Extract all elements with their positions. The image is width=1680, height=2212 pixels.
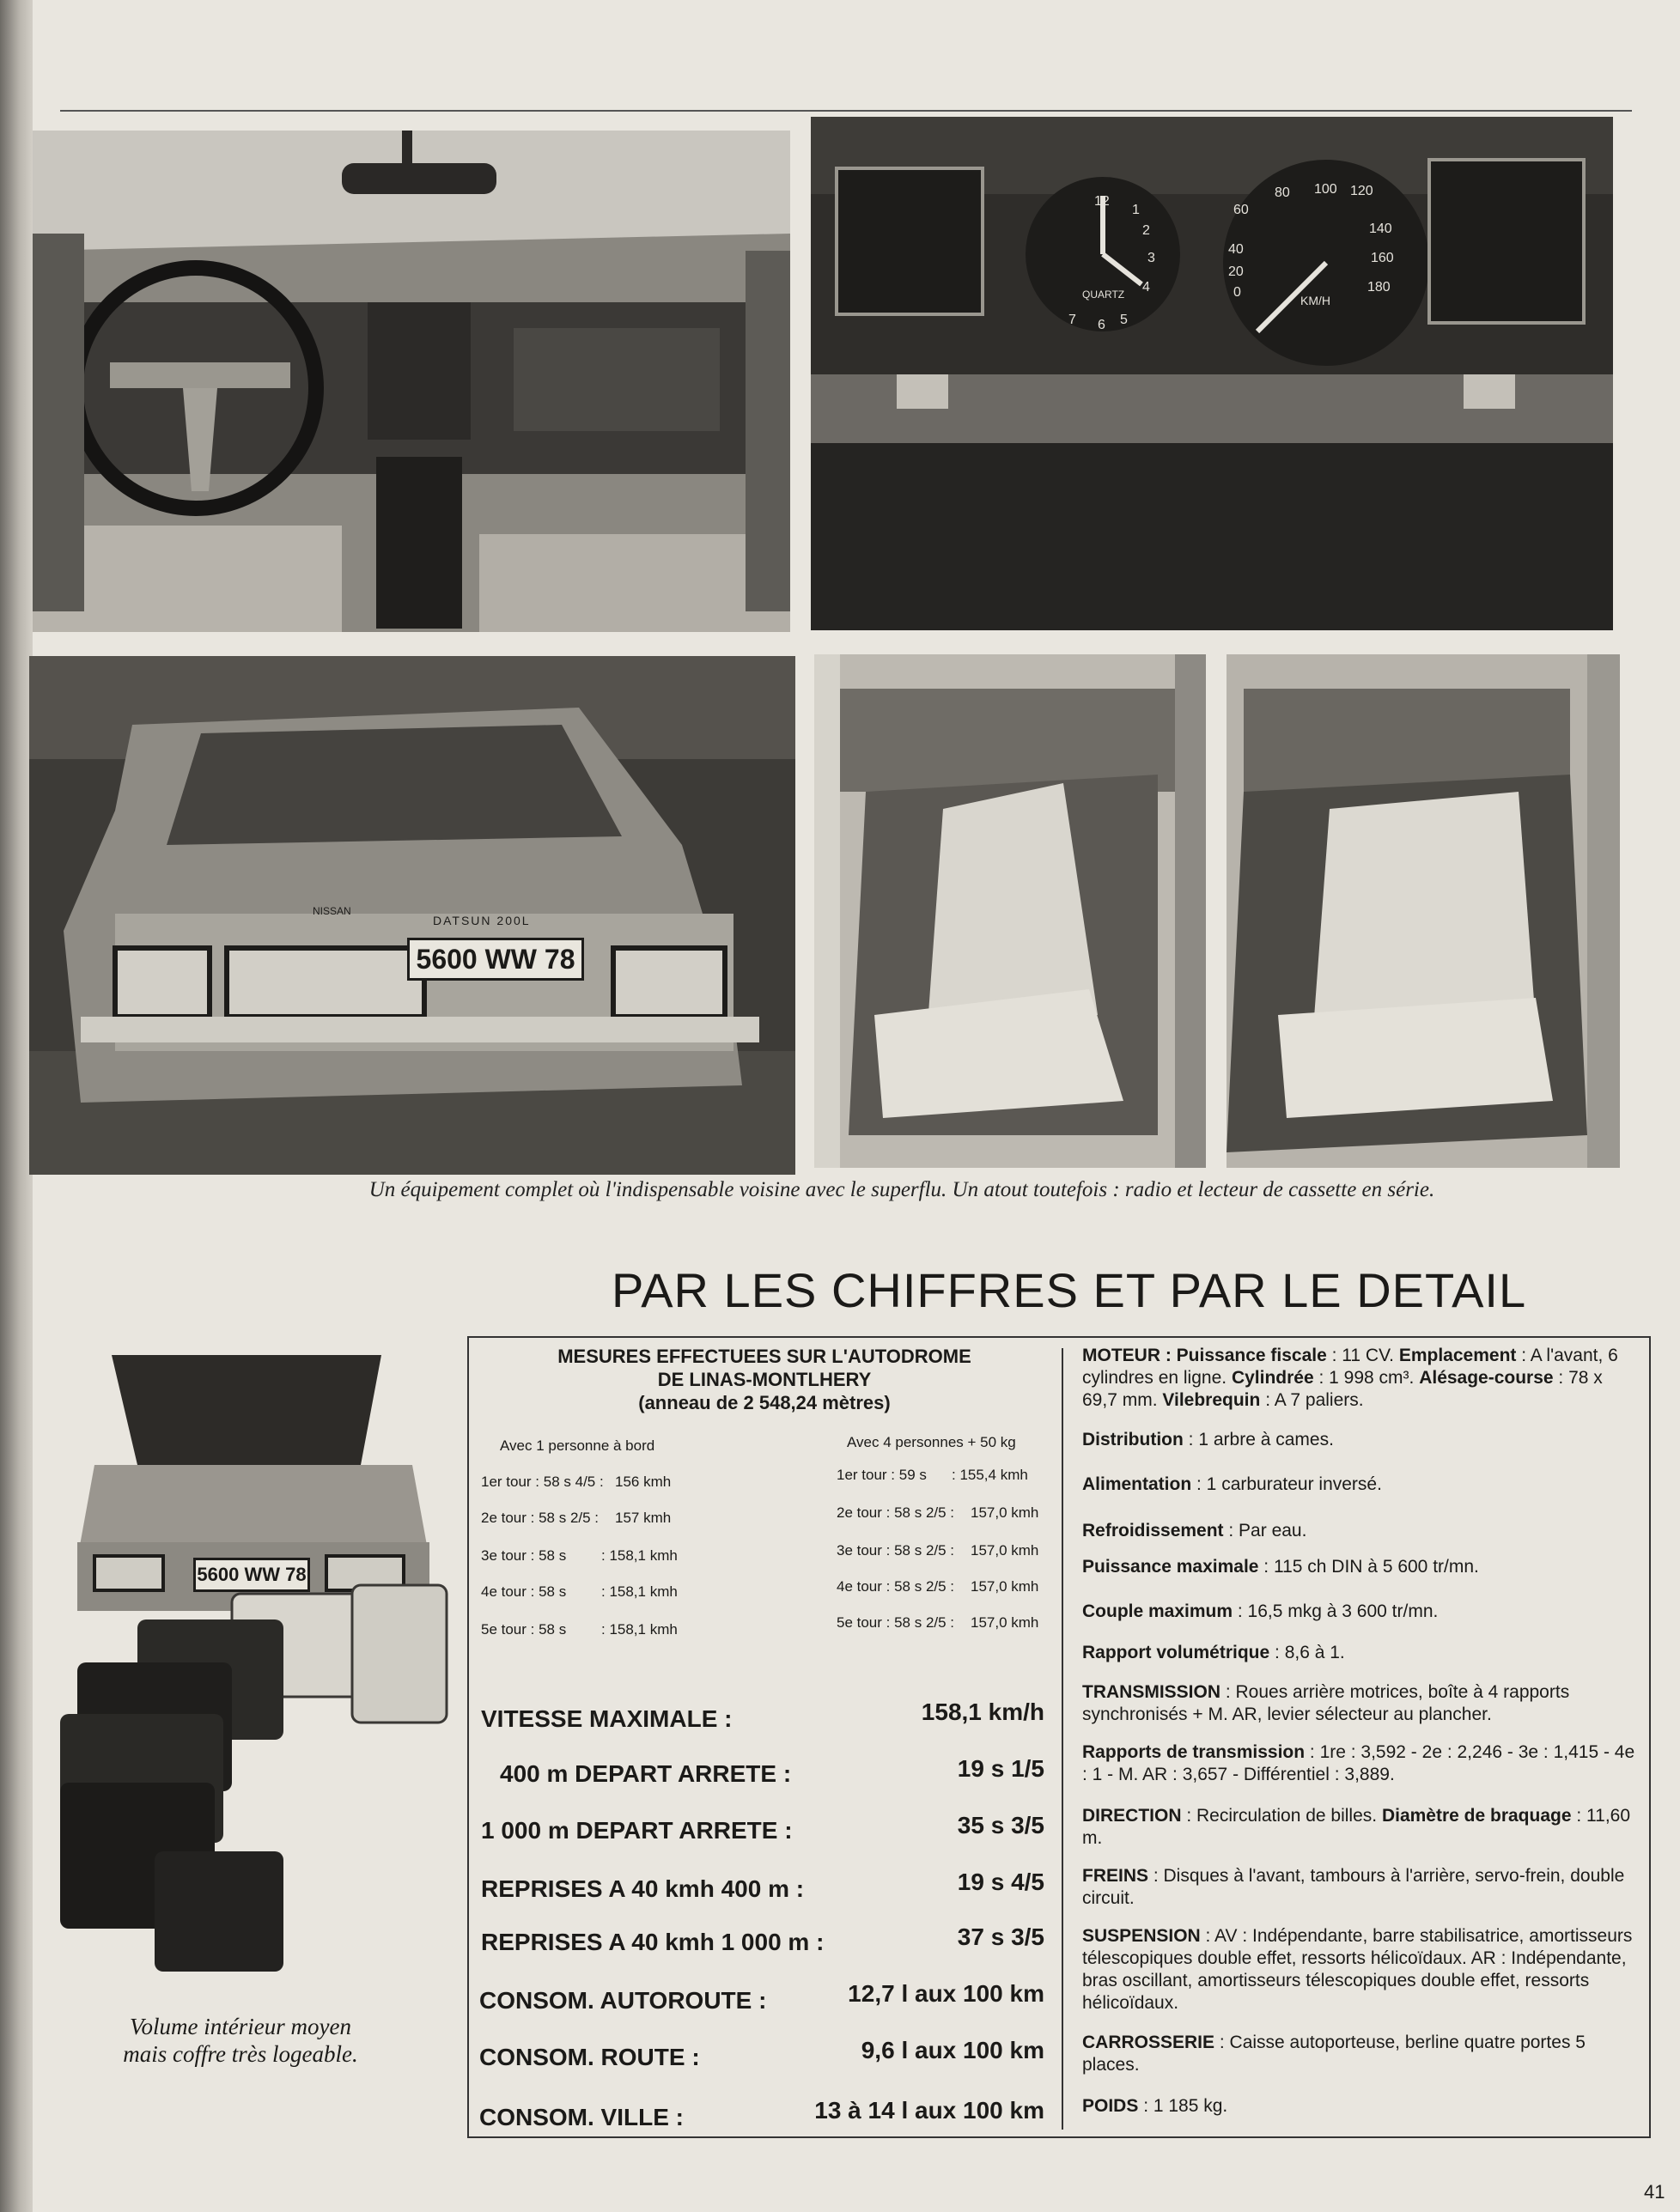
- spec-distribution-val: : 1 arbre à cames.: [1183, 1430, 1334, 1449]
- spec-diametre-key: Diamètre de braquage: [1381, 1806, 1572, 1826]
- lap2-col1-speed: 157 kmh: [615, 1510, 672, 1526]
- result-reprise400-value: 19 s 4/5: [957, 1869, 1044, 1895]
- photo-front-seats: [814, 654, 1206, 1168]
- license-plate-rear: 5600 WW 78: [407, 938, 584, 981]
- spec-suspension-key: SUSPENSION: [1082, 1926, 1201, 1946]
- spec-carrosserie-val: : Caisse autoporteuse, berline quatre portes 5 places.: [1082, 2033, 1586, 2075]
- spec-carrosserie: [1082, 2032, 1640, 2076]
- lap1-col1-time: 1er tour : 58 s 4/5 :: [481, 1474, 604, 1490]
- spec-transmission-key: TRANSMISSION: [1082, 1682, 1221, 1702]
- speedo-mark-0: 0: [1233, 285, 1241, 300]
- spec-couple-val: : 16,5 mkg à 3 600 tr/mn.: [1233, 1601, 1439, 1621]
- spec-moteur-cylindree-val: : 1 998 cm³.: [1313, 1368, 1420, 1388]
- col1-header: Avec 1 personne à bord: [500, 1437, 655, 1454]
- clock-label: QUARTZ: [1082, 289, 1125, 301]
- clock-mark-5: 5: [1120, 313, 1128, 327]
- result-vitesse-label: VITESSE MAXIMALE :: [481, 1705, 733, 1732]
- spec-alimentation-val: : 1 carburateur inversé.: [1191, 1474, 1382, 1494]
- lap3-col2-time: 3e tour : 58 s 2/5 :: [837, 1542, 955, 1559]
- result-reprise400-label: REPRISES A 40 kmh 400 m :: [481, 1875, 805, 1902]
- lap4-col2-time: 4e tour : 58 s 2/5 :: [837, 1578, 955, 1595]
- spec-puissance-key: Puissance maximale: [1082, 1557, 1259, 1577]
- lap2-col2-speed: 157,0 kmh: [971, 1504, 1039, 1521]
- specs-divider: [1062, 1348, 1063, 2130]
- clock-mark-3: 3: [1147, 251, 1155, 265]
- result-400m-label: 400 m DEPART ARRETE :: [500, 1760, 792, 1787]
- lap5-col1-speed: : 158,1 kmh: [601, 1621, 678, 1638]
- spec-puissance: [1082, 1556, 1640, 1578]
- lap2-col2-time: 2e tour : 58 s 2/5 :: [837, 1504, 955, 1521]
- lap3-col1-speed: : 158,1 kmh: [601, 1547, 678, 1564]
- spec-freins-val: : Disques à l'avant, tambours à l'arrière, servo-frein, double circuit.: [1082, 1866, 1625, 1908]
- measures-title-line2: DE LINAS-MONTLHERY: [657, 1369, 872, 1390]
- license-plate-trunk: 5600 WW 78: [193, 1558, 310, 1592]
- spec-diametre-val: : 11,60 m.: [1082, 1806, 1631, 1848]
- clock-mark-2: 2: [1142, 223, 1150, 238]
- result-reprise1000-value: 37 s 3/5: [957, 1923, 1044, 1950]
- spec-refroid-val: : Par eau.: [1223, 1521, 1307, 1540]
- lap5-col1-time: 5e tour : 58 s: [481, 1621, 567, 1638]
- spec-puissance-val: : 115 ch DIN à 5 600 tr/mn.: [1258, 1557, 1479, 1577]
- spec-rapport-key: Rapport volumétrique: [1082, 1643, 1270, 1662]
- speedo-unit: KM/H: [1300, 294, 1330, 307]
- car-brand-badge: NISSAN: [313, 905, 351, 917]
- spec-distribution: [1082, 1429, 1640, 1451]
- spec-alimentation-key: Alimentation: [1082, 1474, 1192, 1494]
- spec-moteur-vilebrequin-val: : A 7 paliers.: [1260, 1390, 1364, 1410]
- spec-rapport-val: : 8,6 à 1.: [1269, 1643, 1345, 1662]
- lap3-col2-speed: 157,0 kmh: [971, 1542, 1039, 1559]
- speedo-mark-180: 180: [1367, 280, 1391, 295]
- spec-poids: [1082, 2095, 1640, 2118]
- measures-title-line1: MESURES EFFECTUEES SUR L'AUTODROME: [557, 1346, 971, 1367]
- lap3-col1-time: 3e tour : 58 s: [481, 1547, 567, 1564]
- spec-rapports: [1082, 1741, 1640, 1786]
- luggage-caption-line1: Volume intérieur moyen: [130, 2014, 351, 2039]
- result-ville-label: CONSOM. VILLE :: [479, 2104, 684, 2130]
- lap5-col2-speed: 157,0 kmh: [971, 1614, 1039, 1631]
- spec-direction-val: : Recirculation de billes.: [1181, 1806, 1382, 1826]
- spec-moteur: [1082, 1345, 1640, 1412]
- spec-freins-key: FREINS: [1082, 1866, 1149, 1886]
- lap4-col1-time: 4e tour : 58 s: [481, 1583, 567, 1600]
- spec-freins: [1082, 1865, 1640, 1910]
- speedo-mark-140: 140: [1369, 222, 1392, 236]
- spec-poids-key: POIDS: [1082, 2096, 1139, 2116]
- speedo-mark-20: 20: [1228, 264, 1244, 279]
- spec-suspension-val: : AV : Indépendante, barre stabilisatrice, amortisseurs télescopiques double effet, ressorts hélicoïdaux. AR : Indépendante, bras oscillant, amortisseurs télescopiques double effet, ressorts hélicoïdaux.: [1082, 1926, 1633, 2013]
- spec-carrosserie-key: CARROSSERIE: [1082, 2033, 1215, 2052]
- spec-rapport: [1082, 1642, 1640, 1664]
- result-ville-value: 13 à 14 l aux 100 km: [814, 2097, 1044, 2124]
- speedo-mark-160: 160: [1371, 251, 1394, 265]
- speedo-mark-100: 100: [1314, 182, 1337, 197]
- photo-caption: Un équipement complet où l'indispensable voisine avec le superflu. Un atout toutefois : radio et lecteur de cassette en série.: [368, 1178, 1435, 1201]
- speedo-mark-80: 80: [1275, 185, 1290, 200]
- result-vitesse-value: 158,1 km/h: [921, 1698, 1044, 1725]
- col2-header: Avec 4 personnes + 50 kg: [847, 1434, 1016, 1450]
- spec-moteur-puissance-val: : 11 CV.: [1326, 1346, 1399, 1365]
- clock-mark-7: 7: [1068, 313, 1076, 327]
- result-autoroute-value: 12,7 l aux 100 km: [848, 1980, 1044, 2007]
- spec-couple-key: Couple maximum: [1082, 1601, 1233, 1621]
- luggage-caption-line2: mais coffre très logeable.: [123, 2041, 358, 2067]
- spec-moteur-emplacement-key: Emplacement: [1398, 1346, 1517, 1365]
- result-400m-value: 19 s 1/5: [957, 1755, 1044, 1782]
- specs-box: [467, 1336, 1651, 2138]
- spec-couple: [1082, 1601, 1640, 1623]
- result-reprise1000-label: REPRISES A 40 kmh 1 000 m :: [481, 1929, 825, 1955]
- luggage-caption: [112, 2013, 369, 2068]
- photo-rear-seats: [1227, 654, 1620, 1168]
- photo-car-rear: [29, 656, 795, 1175]
- spec-moteur-emplacement-val: : A l'avant, 6 cylindres en ligne.: [1082, 1346, 1618, 1388]
- lap1-col1-speed: 156 kmh: [615, 1474, 672, 1490]
- lap4-col1-speed: : 158,1 kmh: [601, 1583, 678, 1600]
- speedo-mark-60: 60: [1233, 203, 1249, 217]
- result-1000m-label: 1 000 m DEPART ARRETE :: [481, 1817, 793, 1844]
- section-heading: PAR LES CHIFFRES ET PAR LE DETAIL: [612, 1263, 1527, 1317]
- car-badge: DATSUN 200L: [433, 914, 531, 927]
- lap1-col2-time: 1er tour : 59 s: [837, 1467, 927, 1483]
- spec-poids-val: : 1 185 kg.: [1138, 2096, 1228, 2116]
- lap1-col2-speed: : 155,4 kmh: [952, 1467, 1028, 1483]
- clock-mark-12: 12: [1094, 194, 1110, 209]
- spec-rapports-val: : 1re : 3,592 - 2e : 2,246 - 3e : 1,415 - 4e : 1 - M. AR : 3,657 - Différentiel : 3,889.: [1082, 1742, 1635, 1784]
- result-route-value: 9,6 l aux 100 km: [861, 2037, 1044, 2063]
- speedo-mark-120: 120: [1350, 184, 1373, 198]
- result-autoroute-label: CONSOM. AUTOROUTE :: [479, 1987, 767, 2014]
- spec-distribution-key: Distribution: [1082, 1430, 1184, 1449]
- lap5-col2-time: 5e tour : 58 s 2/5 :: [837, 1614, 955, 1631]
- clock-mark-6: 6: [1098, 318, 1105, 332]
- page-number: 41: [1644, 2181, 1665, 2203]
- result-1000m-value: 35 s 3/5: [957, 1812, 1044, 1838]
- spec-moteur-cylindree-key: Cylindrée: [1231, 1368, 1314, 1388]
- spec-direction-key: DIRECTION: [1082, 1806, 1182, 1826]
- spec-moteur-vilebrequin-key: Vilebrequin: [1162, 1390, 1261, 1410]
- spec-suspension: [1082, 1925, 1640, 2014]
- photo-dashboard: [33, 131, 790, 632]
- lap4-col2-speed: 157,0 kmh: [971, 1578, 1039, 1595]
- photo-trunk-luggage: [52, 1336, 455, 2006]
- spec-refroid-key: Refroidissement: [1082, 1521, 1224, 1540]
- spec-direction: [1082, 1805, 1640, 1850]
- spec-alimentation: [1082, 1474, 1640, 1496]
- spec-moteur-alesage-key: Alésage-course: [1419, 1368, 1554, 1388]
- result-route-label: CONSOM. ROUTE :: [479, 2044, 700, 2070]
- spec-moteur-alesage-val: : 78 x 69,7 mm.: [1082, 1368, 1603, 1410]
- photo-instruments: [811, 117, 1613, 630]
- spec-transmission-val: : Roues arrière motrices, boîte à 4 rapports synchronisés + M. AR, levier sélecteur au plancher.: [1082, 1682, 1570, 1724]
- spec-rapports-key: Rapports de transmission: [1082, 1742, 1306, 1762]
- measures-title: [481, 1345, 1048, 1414]
- clock-mark-4: 4: [1142, 280, 1150, 295]
- lap2-col1-time: 2e tour : 58 s 2/5 :: [481, 1510, 600, 1526]
- spec-moteur-key: MOTEUR :: [1082, 1346, 1172, 1365]
- spec-refroidissement: [1082, 1520, 1640, 1542]
- clock-mark-1: 1: [1132, 203, 1140, 217]
- measures-title-line3: (anneau de 2 548,24 mètres): [638, 1392, 891, 1413]
- spec-transmission: [1082, 1681, 1640, 1726]
- page-spine: [0, 0, 33, 2212]
- spec-moteur-puissance-key: Puissance fiscale: [1176, 1346, 1327, 1365]
- top-rule: [60, 110, 1632, 112]
- speedo-mark-40: 40: [1228, 242, 1244, 257]
